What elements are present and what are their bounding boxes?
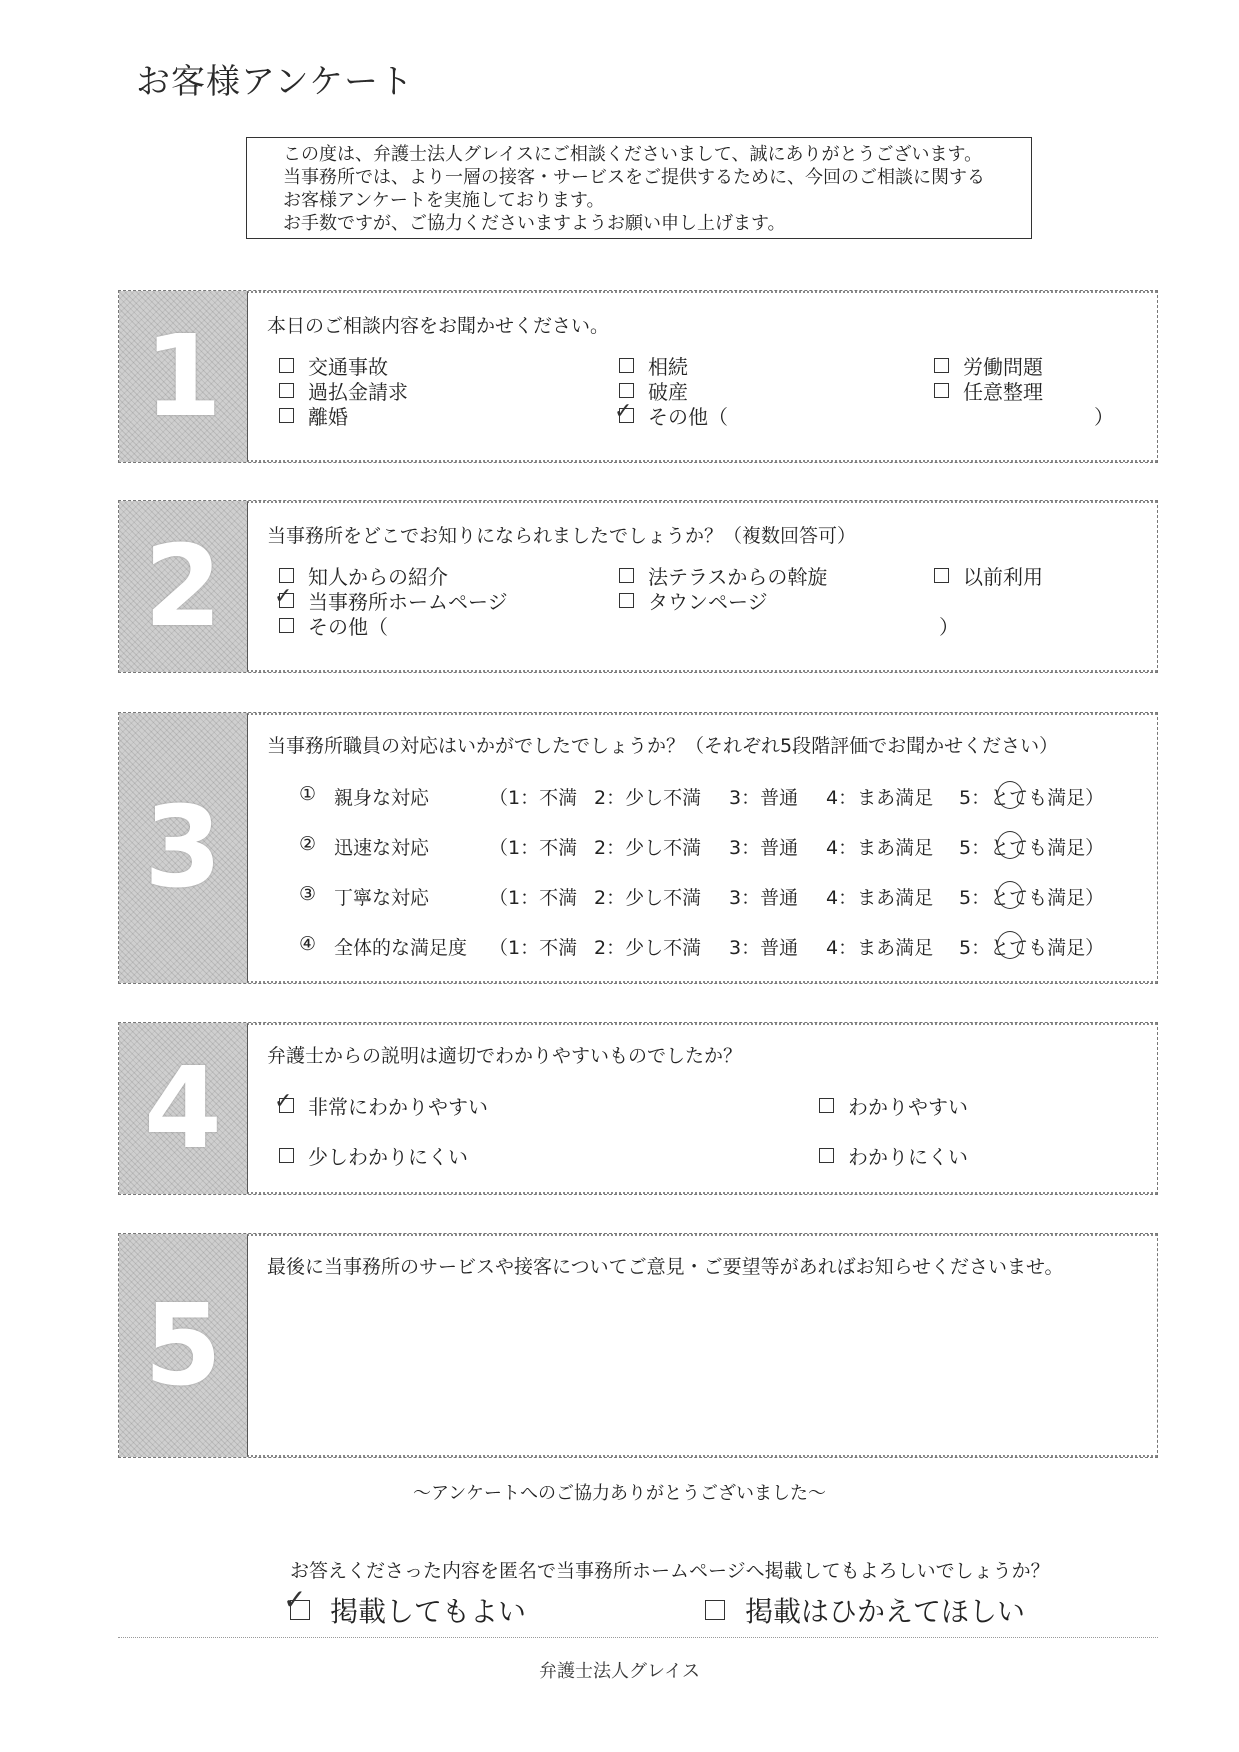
checkbox[interactable] xyxy=(619,593,634,608)
rating-label: 親身な対応 xyxy=(334,787,430,809)
scale-4[interactable]: 4：まあ満足 xyxy=(826,837,934,859)
intro-line: この度は、弁護士法人グレイスにご相談くださいまして、誠にありがとうございます。 xyxy=(283,144,983,165)
section-5 xyxy=(118,1233,1158,1458)
option-label: 知人からの紹介 xyxy=(308,565,448,589)
section-4 xyxy=(118,1022,1158,1195)
option-label: 交通事故 xyxy=(308,355,388,379)
option-unclear[interactable] xyxy=(819,1141,968,1170)
intro-line: 当事務所では、より一層の接客・サービスをご提供するために、今回のご相談に関する xyxy=(283,167,985,188)
rating-circle-mark xyxy=(997,881,1023,909)
scale-4[interactable]: 4：まあ満足 xyxy=(826,787,934,809)
close-paren: ） xyxy=(939,615,959,639)
rating-label: 全体的な満足度 xyxy=(334,937,468,959)
option-label: 労働問題 xyxy=(963,355,1043,379)
checkbox[interactable] xyxy=(279,568,294,583)
option-label: 掲載してもよい xyxy=(330,1595,527,1628)
section-number: 3 xyxy=(144,783,222,913)
checkbox-checked[interactable] xyxy=(274,1089,294,1114)
option-divorce[interactable] xyxy=(279,401,348,430)
check-mark-icon: ✓ xyxy=(614,399,633,424)
scale-1[interactable]: （1：不満 xyxy=(489,787,578,809)
question-text: 本日のご相談内容をお聞かせください。 xyxy=(267,315,610,337)
option-very-clear[interactable] xyxy=(274,1089,488,1120)
rating-circle-mark xyxy=(997,831,1023,859)
intro-box xyxy=(246,137,1032,239)
scale-4[interactable]: 4：まあ満足 xyxy=(826,937,934,959)
scale-5[interactable]: 5：とても満足） xyxy=(959,887,1105,909)
option-label: 以前利用 xyxy=(963,565,1043,589)
checkbox[interactable] xyxy=(819,1098,834,1113)
option-label: 少しわかりにくい xyxy=(308,1145,468,1169)
option-label: 任意整理 xyxy=(963,380,1043,404)
checkbox[interactable] xyxy=(819,1148,834,1163)
rating-marker: ① xyxy=(299,783,317,805)
rating-circle-mark xyxy=(997,931,1023,959)
scale-3[interactable]: 3：普通 xyxy=(729,887,799,909)
scale-3[interactable]: 3：普通 xyxy=(729,787,799,809)
option-label: その他（ xyxy=(308,615,388,639)
option-clear[interactable] xyxy=(819,1091,968,1120)
checkbox[interactable] xyxy=(279,1148,294,1163)
option-publish-decline[interactable] xyxy=(705,1590,1025,1630)
scale-5[interactable]: 5：とても満足） xyxy=(959,787,1105,809)
checkbox[interactable] xyxy=(279,358,294,373)
section-number-panel xyxy=(119,291,247,462)
checkbox[interactable] xyxy=(619,568,634,583)
option-slightly-unclear[interactable] xyxy=(279,1141,468,1170)
section-number-panel xyxy=(119,1023,247,1194)
thanks-message: ～アンケートへのご協力ありがとうございました～ xyxy=(413,1483,826,1504)
scale-3[interactable]: 3：普通 xyxy=(729,937,799,959)
checkbox[interactable] xyxy=(279,383,294,398)
option-other[interactable] xyxy=(279,611,388,640)
option-label: 法テラスからの斡旋 xyxy=(648,565,828,589)
scale-2[interactable]: 2：少し不満 xyxy=(594,837,702,859)
option-label: 破産 xyxy=(648,380,688,404)
section-number: 4 xyxy=(144,1043,222,1174)
scale-1[interactable]: （1：不満 xyxy=(489,937,578,959)
publish-question: お答えくださった内容を匿名で当事務所ホームページへ掲載してもよろしいでしょうか？ xyxy=(290,1560,1050,1582)
rating-marker: ③ xyxy=(299,883,317,905)
option-label: わかりやすい xyxy=(848,1095,968,1119)
section-2 xyxy=(118,500,1158,673)
checkbox[interactable] xyxy=(934,383,949,398)
scale-2[interactable]: 2：少し不満 xyxy=(594,887,702,909)
rating-marker: ② xyxy=(299,833,317,855)
checkbox[interactable] xyxy=(279,618,294,633)
rating-marker: ④ xyxy=(299,933,317,955)
option-previous-use[interactable] xyxy=(934,561,1043,590)
check-mark-icon: ✓ xyxy=(274,584,293,609)
option-publish-ok[interactable] xyxy=(283,1583,527,1630)
option-label: 離婚 xyxy=(308,405,348,429)
option-label: 非常にわかりやすい xyxy=(308,1095,488,1119)
scale-1[interactable]: （1：不満 xyxy=(489,887,578,909)
section-number-panel xyxy=(119,501,247,672)
scale-4[interactable]: 4：まあ満足 xyxy=(826,887,934,909)
section-number: 5 xyxy=(144,1280,222,1411)
option-debt-settlement[interactable] xyxy=(934,376,1043,405)
checkbox-checked[interactable] xyxy=(283,1583,310,1620)
option-label: 当事務所ホームページ xyxy=(308,590,508,614)
intro-line: お客様アンケートを実施しております。 xyxy=(283,190,605,211)
check-mark-icon: ✓ xyxy=(283,1583,307,1616)
section-number-panel xyxy=(119,713,247,983)
option-label: その他（ xyxy=(648,405,728,429)
option-label: タウンページ xyxy=(648,590,768,614)
checkbox-checked[interactable] xyxy=(614,399,634,424)
option-other[interactable] xyxy=(614,399,728,430)
checkbox[interactable] xyxy=(619,358,634,373)
rating-label: 迅速な対応 xyxy=(334,837,430,859)
scale-2[interactable]: 2：少し不満 xyxy=(594,937,702,959)
checkbox-checked[interactable] xyxy=(274,584,294,609)
rating-label: 丁寧な対応 xyxy=(334,887,430,909)
question-text: 当事務所職員の対応はいかがでしたでしょうか？（それぞれ5段階評価でお聞かせください） xyxy=(267,735,1059,757)
option-label: 過払金請求 xyxy=(308,380,408,404)
rating-circle-mark xyxy=(997,781,1023,809)
option-label: 掲載はひかえてほしい xyxy=(745,1595,1026,1628)
question-text: 弁護士からの説明は適切でわかりやすいものでしたか？ xyxy=(267,1045,743,1067)
scale-2[interactable]: 2：少し不満 xyxy=(594,787,702,809)
question-text: 最後に当事務所のサービスや接客についてご意見・ご要望等があればお知らせくださいませ。 xyxy=(267,1256,1064,1278)
checkbox[interactable] xyxy=(934,358,949,373)
section-number: 1 xyxy=(144,311,222,442)
checkbox[interactable] xyxy=(934,568,949,583)
check-mark-icon: ✓ xyxy=(274,1089,293,1114)
question-text: 当事務所をどこでお知りになられましたでしょうか？（複数回答可） xyxy=(267,525,857,547)
page-title: お客様アンケート xyxy=(136,62,414,102)
checkbox[interactable] xyxy=(619,383,634,398)
section-1 xyxy=(118,290,1158,463)
section-number: 2 xyxy=(144,521,222,652)
option-label: 相続 xyxy=(648,355,688,379)
section-number-panel xyxy=(119,1234,247,1457)
scale-1[interactable]: （1：不満 xyxy=(489,837,578,859)
option-town-page[interactable] xyxy=(619,586,768,615)
checkbox[interactable] xyxy=(705,1600,725,1620)
divider xyxy=(118,1637,1158,1638)
scale-3[interactable]: 3：普通 xyxy=(729,837,799,859)
scale-5[interactable]: 5：とても満足） xyxy=(959,837,1105,859)
intro-line: お手数ですが、ご協力くださいますようお願い申し上げます。 xyxy=(283,213,786,234)
scale-5[interactable]: 5：とても満足） xyxy=(959,937,1105,959)
footer-firm-name: 弁護士法人グレイス xyxy=(539,1661,700,1682)
close-paren: ） xyxy=(1094,405,1114,429)
option-label: わかりにくい xyxy=(848,1145,968,1169)
checkbox[interactable] xyxy=(279,408,294,423)
section-3 xyxy=(118,712,1158,984)
